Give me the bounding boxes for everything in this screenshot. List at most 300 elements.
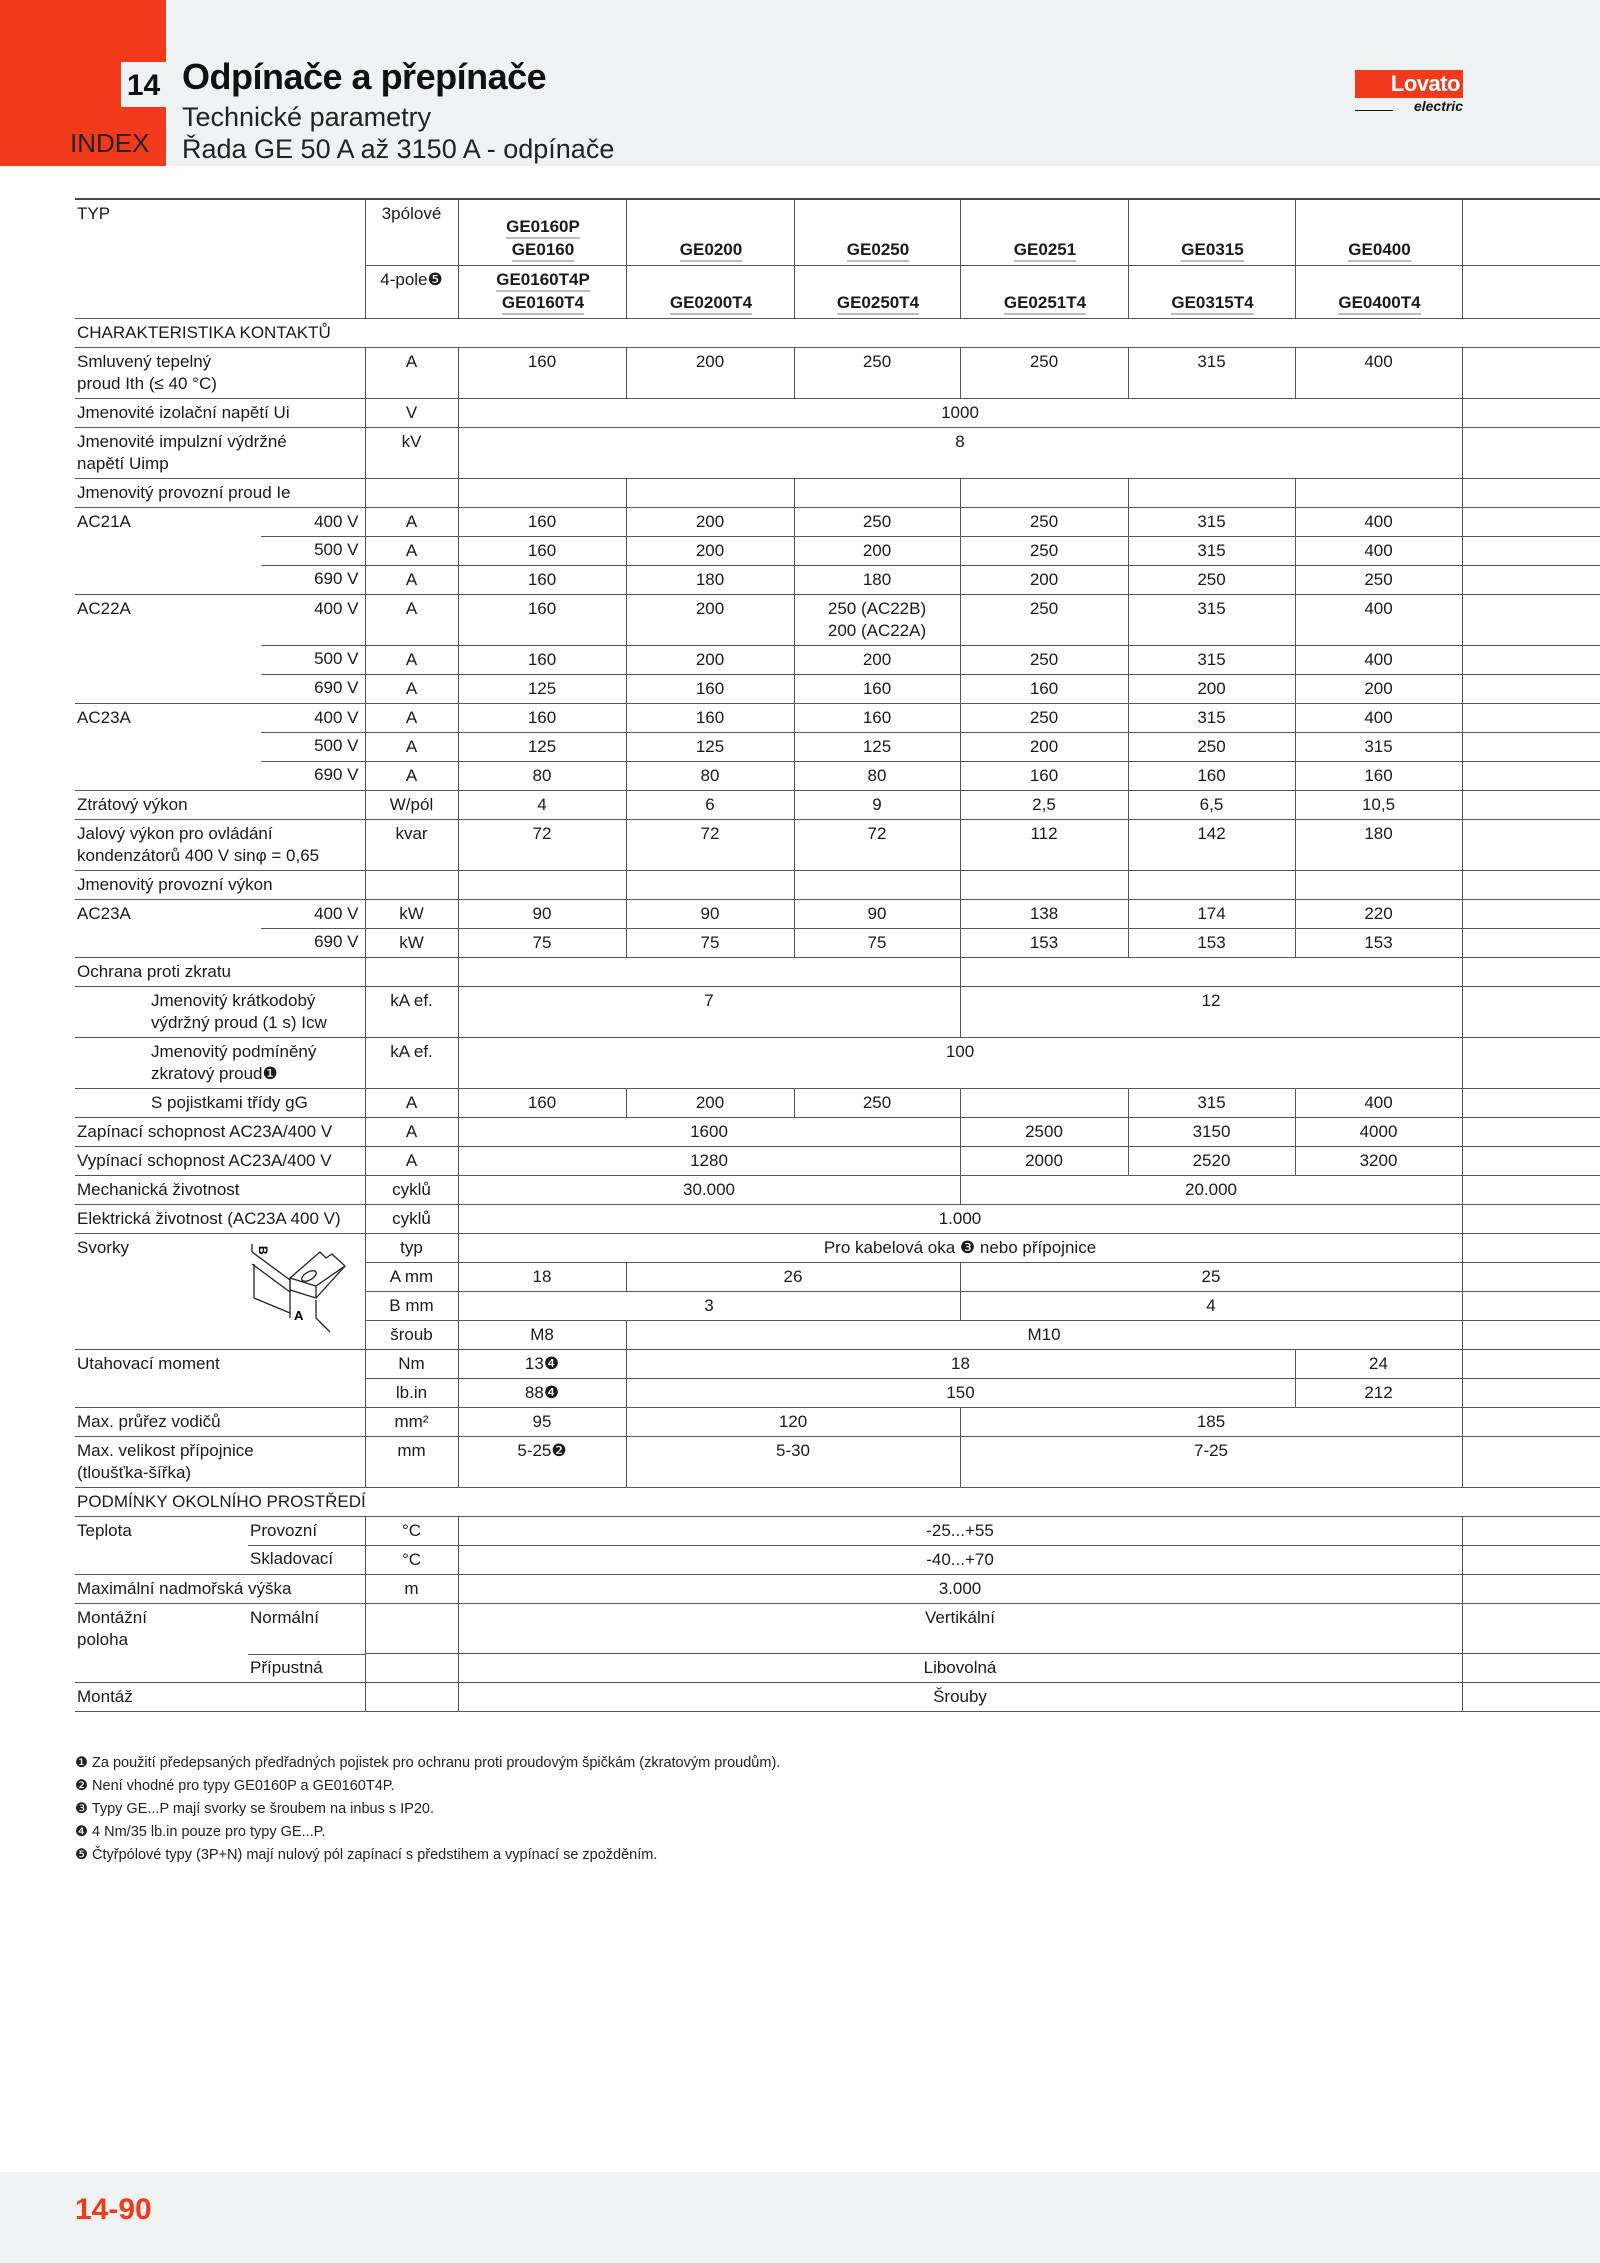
unit-cell: A [365, 1117, 458, 1146]
value-cell: 160 [960, 674, 1128, 703]
value-cell [626, 870, 794, 899]
label-text: Montážní poloha [77, 1607, 147, 1649]
value-cell: 400 [1295, 347, 1462, 398]
empty-cell [1462, 427, 1600, 478]
series-title: Řada GE 50 A až 3150 A - odpínače [182, 134, 615, 164]
row-label [75, 1262, 365, 1291]
row-label [75, 1545, 365, 1574]
value-cell: 160 [458, 507, 626, 536]
voltage-label: 690 V [314, 932, 359, 951]
empty-cell [1462, 594, 1600, 645]
empty-cell [1462, 1175, 1600, 1204]
row-label [75, 536, 365, 565]
unit-cell: kA ef. [365, 1037, 458, 1088]
value-cell: 80 [458, 761, 626, 790]
page-number: 14-90 [75, 2193, 152, 2226]
model-link[interactable]: GE0160 [512, 240, 574, 262]
unit-cell: Nm [365, 1349, 458, 1378]
value-cell: 160 [458, 1088, 626, 1117]
value-cell: 160 [794, 703, 960, 732]
label-text: Jmenovitý provozní proud Ie [77, 482, 291, 502]
value-cell [1295, 870, 1462, 899]
value-cell: 120 [626, 1407, 960, 1436]
row-divider [261, 674, 365, 675]
value-cell: 250 [1128, 732, 1295, 761]
value-cell: 400 [1295, 1088, 1462, 1117]
unit-cell: kvar [365, 819, 458, 870]
page-subtitle: Technické parametry [182, 102, 432, 132]
unit-cell: A [365, 1146, 458, 1175]
row-divider [261, 928, 365, 929]
model-link[interactable]: GE0251T4 [1004, 293, 1086, 315]
model-link[interactable]: GE0315T4 [1171, 293, 1253, 315]
value-cell: 400 [1295, 536, 1462, 565]
empty-cell [1462, 732, 1600, 761]
label-text: Svorky [77, 1237, 129, 1257]
empty-cell [1462, 1436, 1600, 1487]
unit-cell: m [365, 1574, 458, 1603]
value-cell: 180 [794, 565, 960, 594]
value-cell: 72 [458, 819, 626, 870]
voltage-label: 690 V [314, 569, 359, 588]
value-cell [960, 1088, 1128, 1117]
row-label [75, 1349, 365, 1378]
empty-cell [1462, 565, 1600, 594]
unit-cell: A [365, 507, 458, 536]
row-divider [261, 565, 365, 566]
value-cell: 250 [794, 1088, 960, 1117]
row-divider [261, 645, 365, 646]
value-cell: -25...+55 [458, 1516, 1462, 1545]
table-row [75, 1349, 1600, 1378]
unit-cell [365, 1603, 458, 1654]
section-row [75, 318, 1600, 347]
model-header-cell [960, 199, 1128, 265]
value-cell: 160 [626, 703, 794, 732]
value-cell: 112 [960, 819, 1128, 870]
value-cell: 174 [1128, 899, 1295, 928]
row-divider [261, 536, 365, 537]
row-label [75, 1320, 365, 1349]
table-row [75, 1545, 1600, 1574]
value-cell: 12 [960, 986, 1462, 1037]
table-row [75, 819, 1600, 870]
label-text: Jmenovité izolační napětí Ui [77, 402, 290, 422]
value-cell: 80 [794, 761, 960, 790]
voltage-label: 690 V [314, 678, 359, 697]
row-label [75, 1117, 365, 1146]
model-header-cell [960, 265, 1128, 318]
unit-cell: šroub [365, 1320, 458, 1349]
model-link[interactable]: GE0250 [847, 240, 909, 262]
value-cell: 315 [1128, 1088, 1295, 1117]
value-cell: 160 [458, 594, 626, 645]
value-cell: 160 [1295, 761, 1462, 790]
value-cell: 160 [626, 674, 794, 703]
empty-cell [1462, 1146, 1600, 1175]
value-cell: 315 [1128, 703, 1295, 732]
row-label [75, 674, 365, 703]
empty-cell [1462, 1088, 1600, 1117]
unit-cell: kA ef. [365, 986, 458, 1037]
value-cell: 200 [1295, 674, 1462, 703]
value-cell: 153 [1128, 928, 1295, 957]
table-row [75, 1320, 1600, 1349]
value-cell [458, 870, 626, 899]
value-cell: 3150 [1128, 1117, 1295, 1146]
table-row [75, 536, 1600, 565]
value-cell [458, 957, 960, 986]
value-cell [960, 870, 1128, 899]
model-link[interactable]: GE0251 [1014, 240, 1076, 262]
footnote-5: ❺ Čtyřpólové typy (3P+N) mají nulový pól zapínací s předstihem a vypínací se zpožděním. [75, 1847, 658, 1863]
row-label [75, 1516, 365, 1545]
value-cell: 2520 [1128, 1146, 1295, 1175]
table-row [75, 674, 1600, 703]
model-link[interactable]: GE0160T4 [502, 293, 584, 315]
table-row [75, 1378, 1600, 1407]
value-cell: 250 [1128, 565, 1295, 594]
table-row [75, 928, 1600, 957]
table-row [75, 957, 1600, 986]
label-text: AC23A [77, 903, 131, 923]
sub-label: Provozní [250, 1520, 318, 1540]
model-header-cell [458, 199, 626, 265]
table-row [75, 899, 1600, 928]
value-cell: 10,5 [1295, 790, 1462, 819]
row-label [75, 1233, 365, 1323]
value-cell: 2,5 [960, 790, 1128, 819]
value-cell: 6 [626, 790, 794, 819]
value-cell: M10 [626, 1320, 1462, 1349]
sub-label: Přípustná [250, 1657, 323, 1677]
label-text: AC22A [77, 598, 131, 618]
row-label [75, 427, 365, 478]
value-cell: 3200 [1295, 1146, 1462, 1175]
value-cell: 2500 [960, 1117, 1128, 1146]
row-label [75, 761, 365, 790]
unit-cell: A [365, 703, 458, 732]
four-pole-label: 4-pole❺ [365, 265, 458, 318]
value-cell: 315 [1128, 645, 1295, 674]
model-header-cell [1128, 265, 1295, 318]
empty-cell [1462, 1516, 1600, 1545]
value-cell: 160 [960, 761, 1128, 790]
empty-cell [1462, 1233, 1600, 1262]
table-row [75, 1204, 1600, 1233]
unit-cell: A [365, 1088, 458, 1117]
value-cell: 2000 [960, 1146, 1128, 1175]
value-cell: 4000 [1295, 1117, 1462, 1146]
label-text: AC23A [77, 707, 131, 727]
footnote-3: ❸ Typy GE...P mají svorky se šroubem na inbus s IP20. [75, 1801, 435, 1817]
value-cell: 7-25 [960, 1436, 1462, 1487]
value-cell: 200 [626, 507, 794, 536]
unit-cell: °C [365, 1516, 458, 1545]
empty-cell [1462, 1654, 1600, 1683]
voltage-label: 400 V [314, 903, 359, 923]
model-link[interactable]: GE0200 [680, 240, 742, 262]
table-row [75, 790, 1600, 819]
value-cell: 7 [458, 986, 960, 1037]
table-row [75, 870, 1600, 899]
row-label [75, 347, 365, 398]
value-cell: Libovolná [458, 1654, 1462, 1683]
empty-cell [1462, 703, 1600, 732]
model-link[interactable]: GE0400T4 [1338, 293, 1420, 315]
table-row [75, 703, 1600, 732]
unit-cell: cyklů [365, 1204, 458, 1233]
value-cell: 90 [458, 899, 626, 928]
voltage-label: 500 V [314, 540, 359, 559]
empty-cell [1462, 870, 1600, 899]
empty-cell [1462, 1683, 1600, 1712]
label-text: Maximální nadmořská výška [77, 1578, 292, 1598]
label-text: Jalový výkon pro ovládání kondenzátorů 400 V sinφ = 0,65 [77, 823, 320, 865]
row-label [75, 870, 365, 899]
table-row [75, 1262, 1600, 1291]
value-cell [794, 870, 960, 899]
table-row [75, 565, 1600, 594]
index-link[interactable]: INDEX [70, 128, 150, 158]
table-row [75, 1037, 1600, 1088]
table-row [75, 1117, 1600, 1146]
value-cell: 180 [626, 565, 794, 594]
logo-mark: Lovato [1355, 70, 1463, 98]
table-row [75, 1407, 1600, 1436]
value-cell: 150 [626, 1378, 1295, 1407]
value-cell: 200 [1128, 674, 1295, 703]
typ-label: TYP [75, 199, 365, 318]
empty-cell [1462, 265, 1600, 318]
svg-text:A: A [294, 1307, 304, 1323]
empty-cell [1462, 199, 1600, 265]
row-label [75, 957, 365, 986]
unit-cell [365, 957, 458, 986]
label-text: Zapínací schopnost AC23A/400 V [77, 1121, 333, 1141]
empty-cell [1462, 347, 1600, 398]
empty-cell [1462, 398, 1600, 427]
table-row [75, 1146, 1600, 1175]
empty-cell [1462, 790, 1600, 819]
label-text: Max. průřez vodičů [77, 1411, 221, 1431]
value-cell: 250 [960, 507, 1128, 536]
value-cell: 125 [626, 732, 794, 761]
value-cell: 13❹ [458, 1349, 626, 1378]
row-label [75, 1175, 365, 1204]
model-link[interactable]: GE0200T4 [670, 293, 752, 315]
voltage-label: 400 V [314, 511, 359, 531]
empty-cell [1462, 507, 1600, 536]
label-text: Ztrátový výkon [77, 794, 188, 814]
empty-cell [1462, 1037, 1600, 1088]
value-cell: 6,5 [1128, 790, 1295, 819]
value-cell: 315 [1128, 594, 1295, 645]
table-row [75, 1603, 1600, 1654]
value-cell: Pro kabelová oka ❸ nebo přípojnice [458, 1233, 1462, 1262]
empty-cell [1462, 1574, 1600, 1603]
value-cell: 315 [1128, 536, 1295, 565]
unit-cell: mm² [365, 1407, 458, 1436]
three-pole-label: 3pólové [365, 199, 458, 265]
value-cell: 185 [960, 1407, 1462, 1436]
empty-cell [1462, 1320, 1600, 1349]
value-cell: 160 [458, 645, 626, 674]
table-row [75, 1516, 1600, 1545]
row-label [75, 732, 365, 761]
unit-cell: A [365, 347, 458, 398]
voltage-label: 400 V [314, 598, 359, 618]
value-cell [960, 478, 1128, 507]
footnote-2 [75, 1775, 780, 1798]
value-cell [626, 478, 794, 507]
label-text: Jmenovitý provozní výkon [77, 874, 273, 894]
value-cell: 80 [626, 761, 794, 790]
empty-cell [1462, 536, 1600, 565]
unit-cell [365, 1683, 458, 1712]
model-header-cell [1295, 265, 1462, 318]
value-cell: 153 [960, 928, 1128, 957]
value-cell: 125 [458, 674, 626, 703]
value-cell: 315 [1128, 347, 1295, 398]
value-cell: 160 [1128, 761, 1295, 790]
value-cell: 72 [626, 819, 794, 870]
voltage-label: 500 V [314, 649, 359, 668]
value-cell: 400 [1295, 507, 1462, 536]
table-row [75, 986, 1600, 1037]
value-cell: 75 [458, 928, 626, 957]
table-row [75, 1654, 1600, 1683]
value-cell [1128, 478, 1295, 507]
row-label [75, 398, 365, 427]
value-cell: 75 [794, 928, 960, 957]
row-label [75, 1088, 365, 1117]
value-cell: 3 [458, 1291, 960, 1320]
value-cell: 160 [458, 565, 626, 594]
value-cell: 212 [1295, 1378, 1462, 1407]
footnotes [75, 1752, 780, 1867]
label-text: Smluvený tepelný proud Ith (≤ 40 °C) [77, 351, 217, 393]
page-title: Odpínače a přepínače [182, 56, 547, 97]
value-cell: M8 [458, 1320, 626, 1349]
row-label [75, 899, 365, 928]
header-row-3pole [75, 199, 1600, 265]
model-link[interactable]: GE0250T4 [837, 293, 919, 315]
table-bottom-border [75, 1712, 1600, 1713]
value-cell: 90 [794, 899, 960, 928]
value-cell: 200 [626, 1088, 794, 1117]
table-row [75, 645, 1600, 674]
table-row [75, 1436, 1600, 1487]
value-cell: 160 [458, 703, 626, 732]
value-cell: 1600 [458, 1117, 960, 1146]
unit-cell: kV [365, 427, 458, 478]
unit-cell: cyklů [365, 1175, 458, 1204]
label-text: Vypínací schopnost AC23A/400 V [77, 1150, 332, 1170]
unit-cell: A [365, 565, 458, 594]
row-divider [261, 761, 365, 762]
section-heading: PODMÍNKY OKOLNÍHO PROSTŘEDÍ [75, 1487, 1600, 1516]
empty-cell [1462, 1291, 1600, 1320]
value-cell: 72 [794, 819, 960, 870]
row-label [75, 703, 365, 732]
table-row [75, 347, 1600, 398]
sub-label: Normální [250, 1607, 319, 1627]
footnote-4: ❹ 4 Nm/35 lb.in pouze pro typy GE...P. [75, 1824, 326, 1840]
value-cell: 1.000 [458, 1204, 1462, 1233]
row-label [75, 1603, 365, 1654]
unit-cell: B mm [365, 1291, 458, 1320]
row-divider [248, 1545, 365, 1546]
page-footer [0, 2172, 1600, 2263]
model-link[interactable]: GE0400 [1348, 240, 1410, 262]
row-label [75, 1407, 365, 1436]
label-text: Montáž [77, 1687, 133, 1706]
unit-cell: lb.in [365, 1378, 458, 1407]
empty-cell [1462, 1545, 1600, 1574]
value-cell: 18 [458, 1262, 626, 1291]
value-cell: 200 [960, 732, 1128, 761]
model-link[interactable]: GE0160T4P [496, 270, 590, 292]
logo-subtext: electric [1355, 98, 1463, 114]
value-cell: 160 [794, 674, 960, 703]
value-cell: 180 [1295, 819, 1462, 870]
model-header-cell [794, 199, 960, 265]
model-header-cell [458, 265, 626, 318]
value-cell: 400 [1295, 645, 1462, 674]
label-text: Jmenovitý krátkodobý výdržný proud (1 s) Icw [151, 990, 327, 1032]
value-cell: 250 [960, 645, 1128, 674]
empty-cell [1462, 928, 1600, 957]
unit-cell: A [365, 674, 458, 703]
value-cell: 3.000 [458, 1574, 1462, 1603]
table-row [75, 478, 1600, 507]
unit-cell: A mm [365, 1262, 458, 1291]
value-cell: 400 [1295, 594, 1462, 645]
label-text: Mechanická životnost [77, 1179, 240, 1199]
model-header-cell [1128, 199, 1295, 265]
label-text: Teplota [77, 1520, 132, 1540]
unit-cell: W/pól [365, 790, 458, 819]
unit-cell: A [365, 645, 458, 674]
row-label [75, 594, 365, 645]
unit-cell: V [365, 398, 458, 427]
value-cell: 200 [794, 536, 960, 565]
value-cell: Šrouby [458, 1683, 1462, 1712]
empty-cell [1462, 1378, 1600, 1407]
value-cell: 220 [1295, 899, 1462, 928]
value-cell: 88❹ [458, 1378, 626, 1407]
empty-cell [1462, 761, 1600, 790]
value-cell: 20.000 [960, 1175, 1462, 1204]
model-link[interactable]: GE0315 [1181, 240, 1243, 262]
chapter-number: 14 [121, 62, 166, 107]
unit-cell: °C [365, 1545, 458, 1574]
model-link[interactable]: GE0160P [506, 217, 580, 239]
row-label [75, 986, 365, 1037]
value-cell [458, 478, 626, 507]
empty-cell [1462, 674, 1600, 703]
value-cell: 160 [458, 347, 626, 398]
unit-cell [365, 478, 458, 507]
value-cell: 160 [458, 536, 626, 565]
row-label [75, 928, 365, 957]
value-cell: 25 [960, 1262, 1462, 1291]
spec-table [75, 198, 1600, 1713]
value-cell: 250 (AC22B) 200 (AC22A) [794, 594, 960, 645]
value-cell: 250 [960, 536, 1128, 565]
svg-text:B: B [256, 1245, 270, 1255]
